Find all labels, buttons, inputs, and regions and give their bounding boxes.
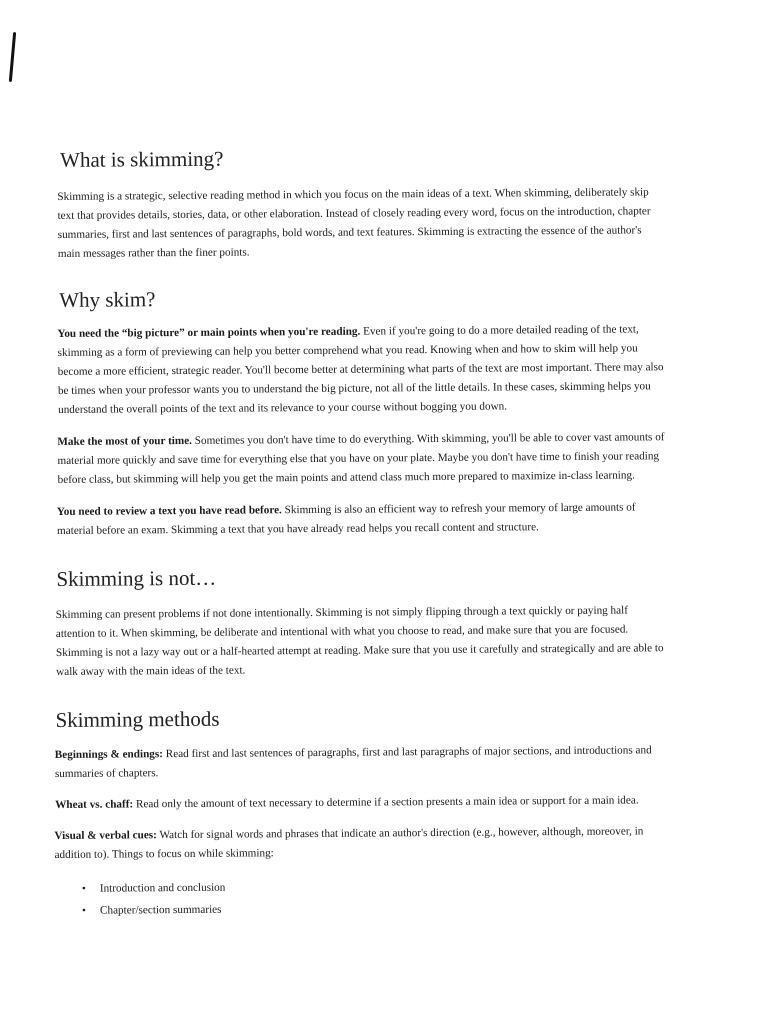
text-review: Skimming is also an efficient way to refresh your memory of large amounts of material before an exam. Skimming a text that you have already read helps you recall content and structure. [56,501,636,537]
bold-lead-make-most: Make the most of your time. [57,434,193,448]
bold-lead-wheat: Wheat vs. chaff: [55,798,134,811]
paragraph-beginnings-endings [55,741,669,784]
paragraph-skimming-is-not: Skimming can present problems if not done intentionally. Skimming is not simply flipping through a text quickly or paying half attention to it. When skimming, be deliberate and intentional with what you choose to read, and make sure that you are focused. Skimming is not a lazy way out or a half-hearted attempt at reading. Make sure that you use it carefully and strategically and are able to walk away with the main ideas of the text. [55,604,664,678]
heading-skimming-methods: Skimming methods [55,706,220,732]
paragraph-what-is-skimming: Skimming is a strategic, selective reading method in which you focus on the main ideas of a text. When skimming, deliberately skip text that provides details, stories, data, or other elaboration. Instead of closely reading every word, focus on the introduction, chapter summaries, first and last sentences of paragraphs, bold words, and text features. Skimming is extracting the essence of the author's main messages rather than the finer points. [57,186,651,260]
text-wheat: Read only the amount of text necessary to determine if a section presents a main idea or support for a main idea. [133,794,639,811]
paragraph-make-most-of-time [57,428,666,490]
text-visual: Watch for signal words and phrases that indicate an author's direction (e.g., however, although, moreover, in addition to). Things to focus on while skimming: [54,825,644,862]
pen-mark [9,32,16,82]
paragraph-visual-verbal [54,822,669,865]
heading-why-skim: Why skim? [59,287,156,312]
bold-lead-review: You need to review a text you have read before. [56,504,282,518]
bold-lead-visual: Visual & verbal cues: [54,829,157,843]
paragraph-wheat-chaff [55,791,669,815]
bold-lead-beginnings: Beginnings & endings: [54,748,164,761]
bullet-list [78,873,670,922]
text-make-most: Sometimes you don't have time to do everything. With skimming, you'll be able to cover vast amounts of material more quickly and save time for everything else that you have on your plate. Maybe you don't have time to finish your reading before class, but skimming will help you get the main points and attend class much more prepared to maximize in-class learning. [57,431,665,486]
list-item: • Introduction and conclusion [78,873,670,900]
paragraph-review-text [57,498,667,541]
text-big-picture: Even if you're going to do a more detailed reading of the text, skimming as a form of previewing can help you better comprehend what you read. Knowing when and how to skim will help you become a more efficient, strategic reader. You'll become better at determining what parts of the text are most important. There may also be times when your professor wants you to understand the big picture, not all of the little details. In these cases, skimming helps you understand the overall points of the text and its relevance to your course without bogging you down. [57,323,664,416]
heading-skimming-is-not: Skimming is not… [56,565,217,591]
paragraph-big-picture [57,320,666,420]
list-item: • Chapter/section summaries [78,895,670,922]
text-beginnings: Read first and last sentences of paragraphs, first and last paragraphs of major sections, and introductions and summaries of chapters. [54,744,652,780]
bold-lead-big-picture: You need the “big picture” or main points when you're reading. [57,325,361,340]
document-content [52,141,670,922]
heading-what-is-skimming: What is skimming? [60,146,224,172]
